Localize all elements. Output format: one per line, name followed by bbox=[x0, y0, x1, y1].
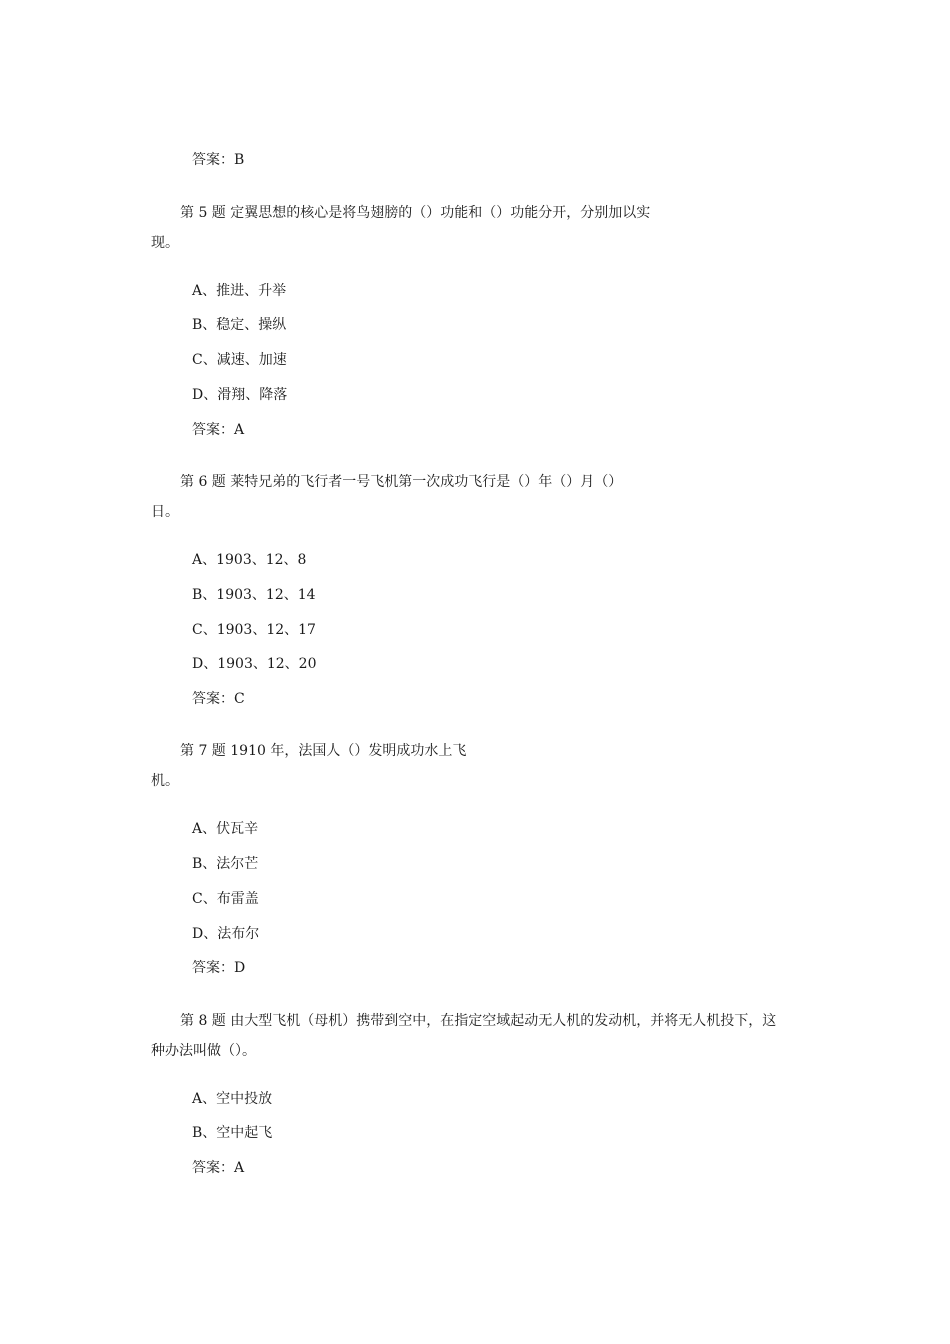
question-5-option-a: A、推进、升举 bbox=[192, 283, 287, 299]
question-5-option-c: C、减速、加速 bbox=[192, 352, 287, 368]
question-7-text: 第 7 题 1910 年，法国人（）发明成功水上飞 bbox=[180, 743, 467, 759]
question-6-text-continued: 日。 bbox=[151, 504, 179, 520]
question-5-text: 第 5 题 定翼思想的核心是将鸟翅膀的（）功能和（）功能分开，分别加以实 bbox=[180, 205, 651, 221]
question-8-answer: 答案：A bbox=[192, 1160, 245, 1176]
question-8-option-a: A、空中投放 bbox=[192, 1091, 273, 1107]
question-7-option-b: B、法尔芒 bbox=[192, 856, 259, 872]
question-7-text-continued: 机。 bbox=[151, 773, 179, 789]
question-6-answer: 答案：C bbox=[192, 691, 245, 707]
question-6-option-c: C、1903、12、17 bbox=[192, 622, 316, 638]
answer-text: 答案：B bbox=[192, 152, 245, 168]
question-7-option-c: C、布雷盖 bbox=[192, 891, 259, 907]
question-8-text: 第 8 题 由大型飞机（母机）携带到空中，在指定空域起动无人机的发动机，并将无人机投下，这 bbox=[180, 1013, 777, 1029]
question-5-option-b: B、稳定、操纵 bbox=[192, 317, 287, 333]
question-6-option-b: B、1903、12、14 bbox=[192, 587, 316, 603]
question-6-option-a: A、1903、12、8 bbox=[192, 552, 307, 568]
question-7-option-a: A、伏瓦辛 bbox=[192, 821, 259, 837]
question-7-answer: 答案：D bbox=[192, 960, 246, 976]
question-5-option-d: D、滑翔、降落 bbox=[192, 387, 288, 403]
question-6-option-d: D、1903、12、20 bbox=[192, 656, 317, 672]
question-6-text: 第 6 题 莱特兄弟的飞行者一号飞机第一次成功飞行是（）年（）月（） bbox=[180, 474, 623, 490]
question-8-text-continued: 种办法叫做（）。 bbox=[151, 1043, 256, 1059]
question-7-option-d: D、法布尔 bbox=[192, 926, 260, 942]
question-5-answer: 答案：A bbox=[192, 422, 245, 438]
question-5-text-continued: 现。 bbox=[151, 235, 179, 251]
question-8-option-b: B、空中起飞 bbox=[192, 1125, 273, 1141]
